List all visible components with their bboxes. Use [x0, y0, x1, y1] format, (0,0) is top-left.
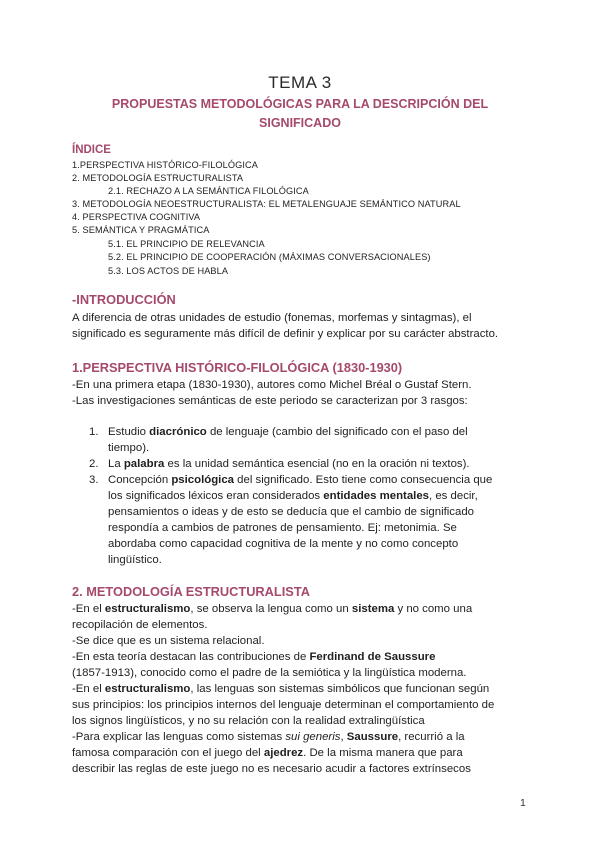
list-item-line: La palabra es la unidad semántica esencial (no en la oración ni textos).	[108, 458, 470, 470]
list-number: 2.	[89, 458, 99, 470]
section-1-heading: 1.PERSPECTIVA HISTÓRICO-FILOLÓGICA (1830-1930)	[72, 360, 403, 375]
index-item: 5.1. EL PRINCIPIO DE RELEVANCIA	[108, 239, 265, 249]
section-2-line: -En el estructuralismo, las lenguas son sistemas simbólicos que funcionan según	[72, 683, 490, 695]
section-2-line: describir las reglas de este juego no es necesario acudir a factores extrínsecos	[72, 763, 471, 775]
list-item-line: tiempo).	[108, 442, 150, 454]
section-2-heading: 2. METODOLOGÍA ESTRUCTURALISTA	[72, 584, 310, 599]
section-2-line: -En esta teoría destacan las contribuciones de Ferdinand de Saussure	[72, 651, 436, 663]
section-2-line: (1857-1913), conocido como el padre de la semiótica y la lingüística moderna.	[72, 667, 467, 679]
index-item: 2.1. RECHAZO A LA SEMÁNTICA FILOLÓGICA	[108, 186, 309, 196]
list-item-line: pensamientos o ideas y de esto se deducía que el cambio de significado	[108, 506, 475, 518]
section-2-line: -Se dice que es un sistema relacional.	[72, 635, 265, 647]
index-item: 5.3. LOS ACTOS DE HABLA	[108, 266, 229, 276]
list-item-line: los significados léxicos eran considerados entidades mentales, es decir,	[108, 490, 478, 502]
intro-line: significado es seguramente más difícil de definir y explicar por su carácter abstracto.	[72, 328, 499, 340]
index-item: 4. PERSPECTIVA COGNITIVA	[72, 212, 201, 222]
section-2-line: los signos lingüísticos, y no su relación con la realidad extralingüística	[72, 715, 425, 727]
list-number: 1.	[89, 426, 99, 438]
list-item-line: respondía a cambios de patrones de pensamiento. Ej: metonimia. Se	[108, 522, 457, 534]
list-item-line: Concepción psicológica del significado. Esto tiene como consecuencia que	[108, 474, 493, 486]
index-item: 3. METODOLOGÍA NEOESTRUCTURALISTA: EL METALENGUAJE SEMÁNTICO NATURAL	[72, 199, 461, 209]
list-number: 3.	[89, 474, 99, 486]
intro-line: A diferencia de otras unidades de estudio (fonemas, morfemas y sintagmas), el	[72, 312, 472, 324]
intro-heading: -INTRODUCCIÓN	[72, 292, 176, 307]
section-2-line: recopilación de elementos.	[72, 619, 208, 631]
list-item-line: lingüístico.	[108, 554, 162, 566]
list-item-line: abordaba como capacidad cognitiva de la mente y no como concepto	[108, 538, 459, 550]
section-2-line: -Para explicar las lenguas como sistemas sui generis, Saussure, recurrió a la	[72, 731, 465, 743]
page-subtitle: PROPUESTAS METODOLÓGICAS PARA LA DESCRIPCIÓN DEL SIGNIFICADO	[111, 97, 489, 130]
index-item: 5.2. EL PRINCIPIO DE COOPERACIÓN (MÁXIMAS CONVERSACIONALES)	[108, 252, 431, 262]
index-heading: ÍNDICE	[72, 144, 111, 156]
index-item: 2. METODOLOGÍA ESTRUCTURALISTA	[72, 173, 244, 183]
section-1-paragraph: -En una primera etapa (1830-1930), autores como Michel Bréal o Gustaf Stern.	[72, 379, 472, 391]
section-2-line: -En el estructuralismo, se observa la lengua como un sistema y no como una	[72, 603, 473, 615]
list-item-line: Estudio diacrónico de lenguaje (cambio del significado con el paso del	[108, 426, 468, 438]
page-number: 1	[520, 797, 526, 809]
section-2-line: sus principios: los principios internos del lenguaje determinan el comportamiento de	[72, 699, 495, 711]
index-item: 1.PERSPECTIVA HISTÓRICO-FILOLÓGICA	[72, 160, 258, 170]
section-1-paragraph: -Las investigaciones semánticas de este periodo se caracterizan por 3 rasgos:	[72, 395, 468, 407]
page-title: TEMA 3	[268, 73, 332, 92]
section-2-line: famosa comparación con el juego del ajedrez. De la misma manera que para	[72, 747, 463, 759]
index-item: 5. SEMÁNTICA Y PRAGMÁTICA	[72, 225, 210, 235]
